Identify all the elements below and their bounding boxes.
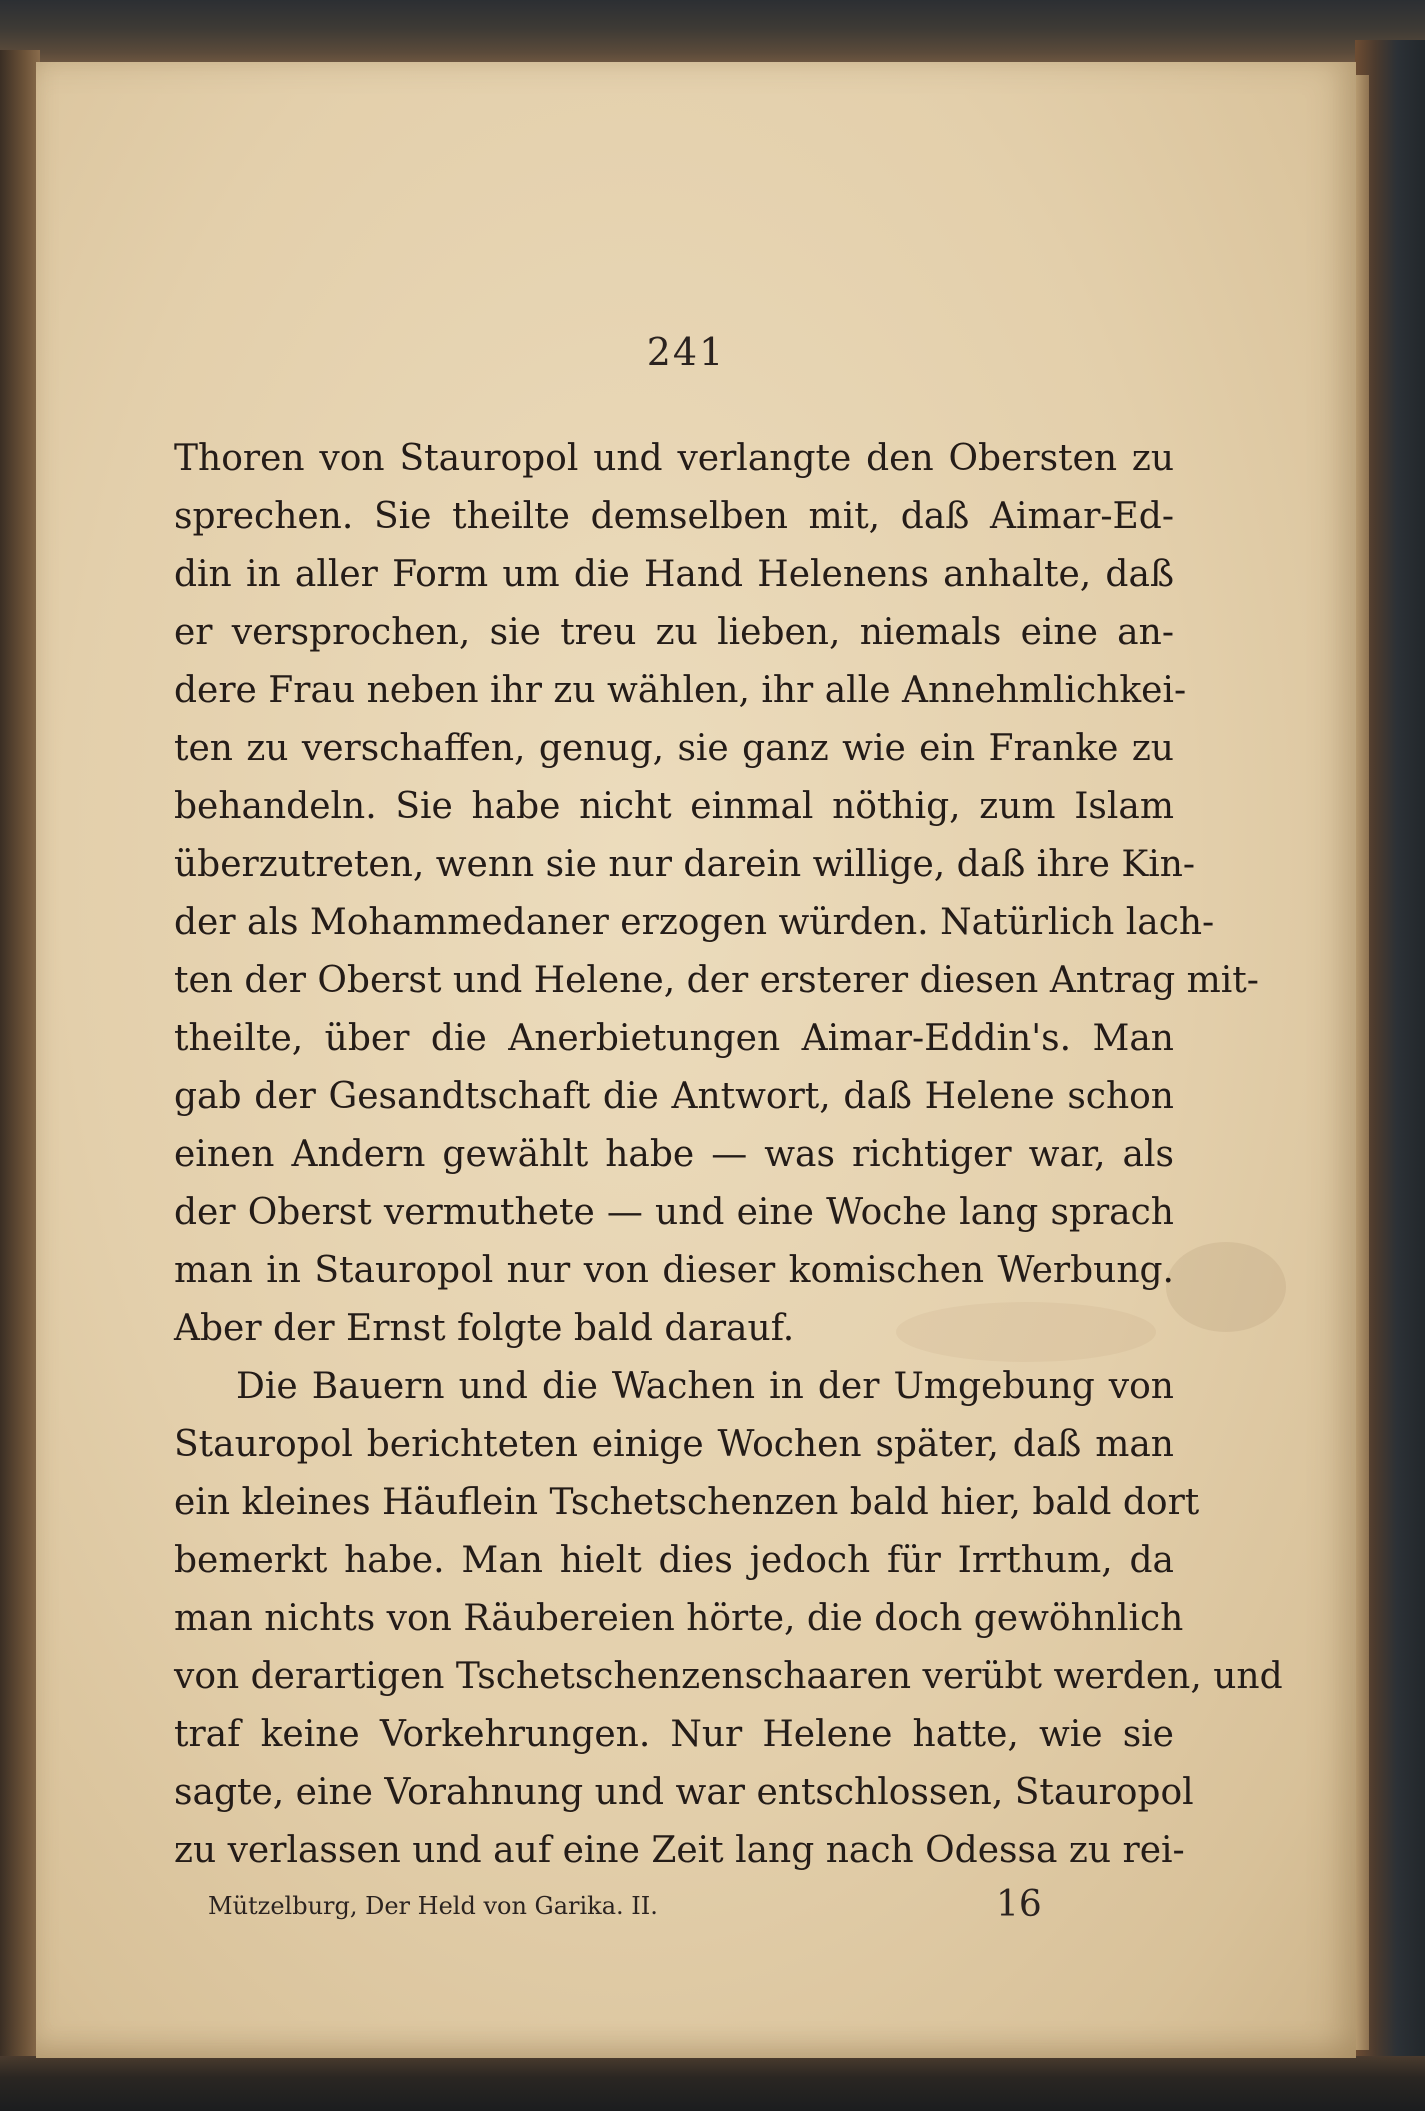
text-line: sagte, eine Vorahnung und war entschlossen, Stauropol — [174, 1772, 1194, 1813]
book-cover-top — [0, 0, 1425, 70]
page-stain — [1166, 1242, 1286, 1332]
body-text — [174, 430, 1283, 1880]
text-line: Thoren von Stauropol und verlangte den Obersten zu — [174, 438, 1174, 479]
text-line: Stauropol berichteten einige Wochen später, daß man — [174, 1424, 1174, 1465]
text-line: ten der Oberst und Helene, der ersterer diesen Antrag mit- — [174, 960, 1259, 1001]
text-line: er versprochen, sie treu zu lieben, niemals eine an- — [174, 612, 1174, 653]
text-line: Die Bauern und die Wachen in der Umgebung von — [236, 1366, 1174, 1407]
text-line: ein kleines Häuflein Tschetschenzen bald hier, bald dort — [174, 1482, 1200, 1523]
text-line: der Oberst vermuthete — und eine Woche lang sprach — [174, 1192, 1174, 1233]
text-line: man in Stauropol nur von dieser komischen Werbung. — [174, 1250, 1174, 1291]
text-line: sprechen. Sie theilte demselben mit, daß Aimar-Ed- — [174, 496, 1174, 537]
text-line: din in aller Form um die Hand Helenens anhalte, daß — [174, 554, 1174, 595]
text-line: behandeln. Sie habe nicht einmal nöthig, zum Islam — [174, 786, 1174, 827]
text-line: man nichts von Räubereien hörte, die doch gewöhnlich — [174, 1598, 1184, 1639]
text-line: ten zu verschaffen, genug, sie ganz wie ein Franke zu — [174, 728, 1174, 769]
text-line: einen Andern gewählt habe — was richtiger war, als — [174, 1134, 1174, 1175]
signature-mark: 16 — [996, 1884, 1042, 1925]
text-line: der als Mohammedaner erzogen würden. Natürlich lach- — [174, 902, 1215, 943]
text-line: zu verlassen und auf eine Zeit lang nach Odessa zu rei- — [174, 1830, 1185, 1871]
text-line: dere Frau neben ihr zu wählen, ihr alle Annehmlichkei- — [174, 670, 1187, 711]
text-line: gab der Gesandtschaft die Antwort, daß Helene schon — [174, 1076, 1174, 1117]
text-line: bemerkt habe. Man hielt dies jedoch für Irrthum, da — [174, 1540, 1174, 1581]
page-footer — [208, 1884, 1048, 1934]
text-line: theilte, über die Anerbietungen Aimar-Eddin's. Man — [174, 1018, 1174, 1059]
text-line: traf keine Vorkehrungen. Nur Helene hatte, wie sie — [174, 1714, 1174, 1755]
page-number: 241 — [646, 330, 726, 374]
text-line: überzutreten, wenn sie nur darein willige, daß ihre Kin- — [174, 844, 1196, 885]
book-cover-bottom — [0, 2056, 1425, 2111]
text-line: Aber der Ernst folgte bald darauf. — [174, 1308, 795, 1349]
signature-line: Mützelburg, Der Held von Garika. II. — [208, 1892, 658, 1920]
text-line: von derartigen Tschetschenzenschaaren verübt werden, und — [174, 1656, 1283, 1697]
book-page — [36, 62, 1356, 2058]
book-cover-left — [0, 50, 40, 2070]
